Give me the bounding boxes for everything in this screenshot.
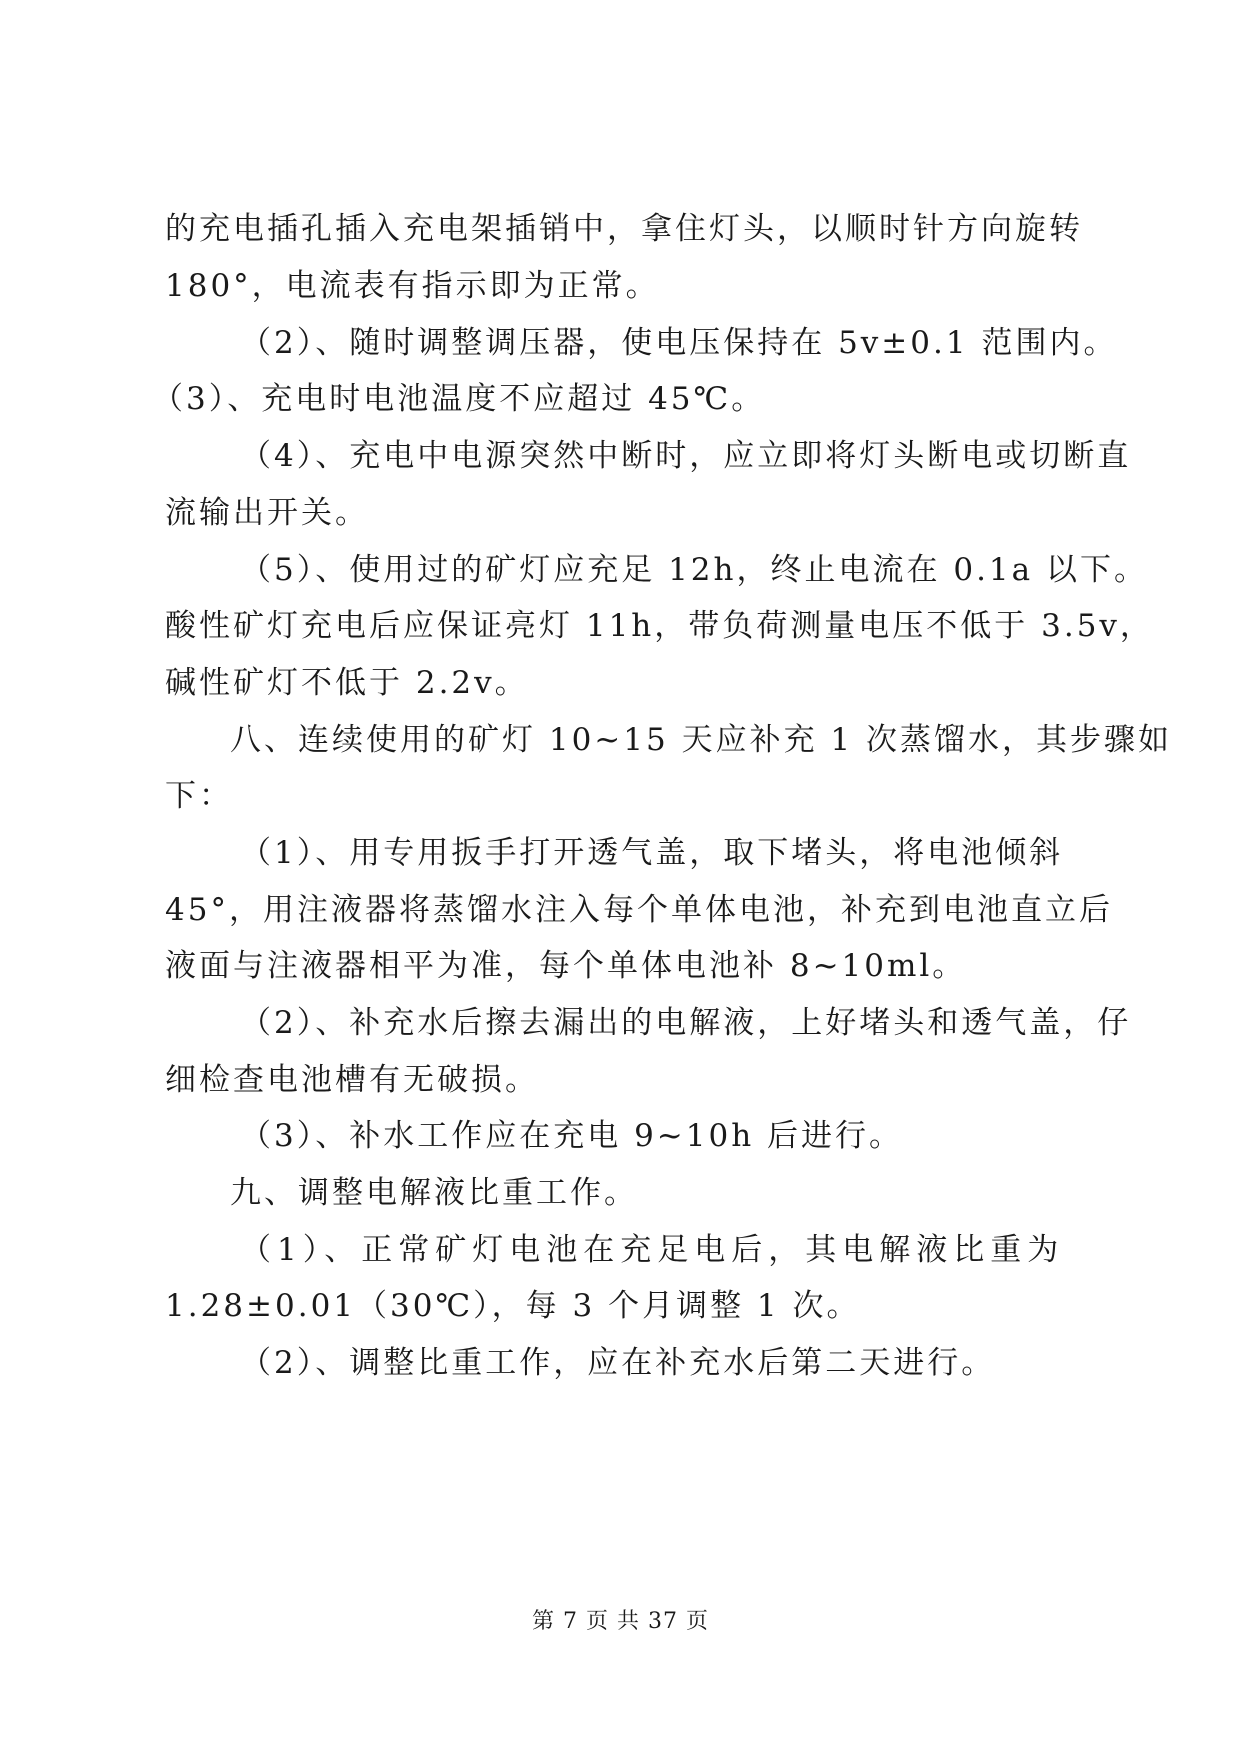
paragraph-line: （2）、调整比重工作，应在补充水后第二天进行。 — [240, 1345, 996, 1381]
paragraph-line: （3）、补水工作应在充电 9~10h 后进行。 — [240, 1118, 904, 1154]
paragraph-line: （3）、充电时电池温度不应超过 45℃。 — [152, 381, 766, 417]
paragraph-line: 45°，用注液器将蒸馏水注入每个单体电池，补充到电池直立后 — [165, 892, 1113, 928]
paragraph-line: 的充电插孔插入充电架插销中，拿住灯头，以顺时针方向旋转 — [165, 211, 1083, 247]
paragraph-line: 流输出开关。 — [165, 495, 369, 531]
paragraph-line: 1.28±0.01（30℃），每 3 个月调整 1 次。 — [165, 1288, 861, 1324]
page-footer: 第 7 页 共 37 页 — [532, 1609, 709, 1634]
paragraph-line: （2）、补充水后擦去漏出的电解液，上好堵头和透气盖，仔 — [240, 1005, 1132, 1041]
section-heading: 九、调整电解液比重工作。 — [230, 1175, 638, 1211]
paragraph-line: 酸性矿灯充电后应保证亮灯 11h，带负荷测量电压不低于 3.5v， — [165, 608, 1154, 644]
paragraph-line: 180°，电流表有指示即为正常。 — [165, 268, 660, 304]
paragraph-line: （1）、用专用扳手打开透气盖，取下堵头，将电池倾斜 — [240, 835, 1064, 871]
paragraph-line: （1）、正常矿灯电池在充足电后，其电解液比重为 — [240, 1232, 1065, 1268]
paragraph-line: 碱性矿灯不低于 2.2v。 — [165, 665, 529, 701]
paragraph-line: 液面与注液器相平为准，每个单体电池补 8~10ml。 — [165, 948, 967, 984]
paragraph-line: （4）、充电中电源突然中断时，应立即将灯头断电或切断直 — [240, 438, 1132, 474]
paragraph-line: 八、连续使用的矿灯 10~15 天应补充 1 次蒸馏水，其步骤如 — [230, 722, 1173, 758]
paragraph-line: 下： — [165, 778, 233, 814]
paragraph-line: （5）、使用过的矿灯应充足 12h，终止电流在 0.1a 以下。 — [240, 552, 1148, 588]
paragraph-line: 细检查电池槽有无破损。 — [165, 1062, 539, 1098]
paragraph-line: （2）、随时调整调压器，使电压保持在 5v±0.1 范围内。 — [240, 325, 1118, 361]
